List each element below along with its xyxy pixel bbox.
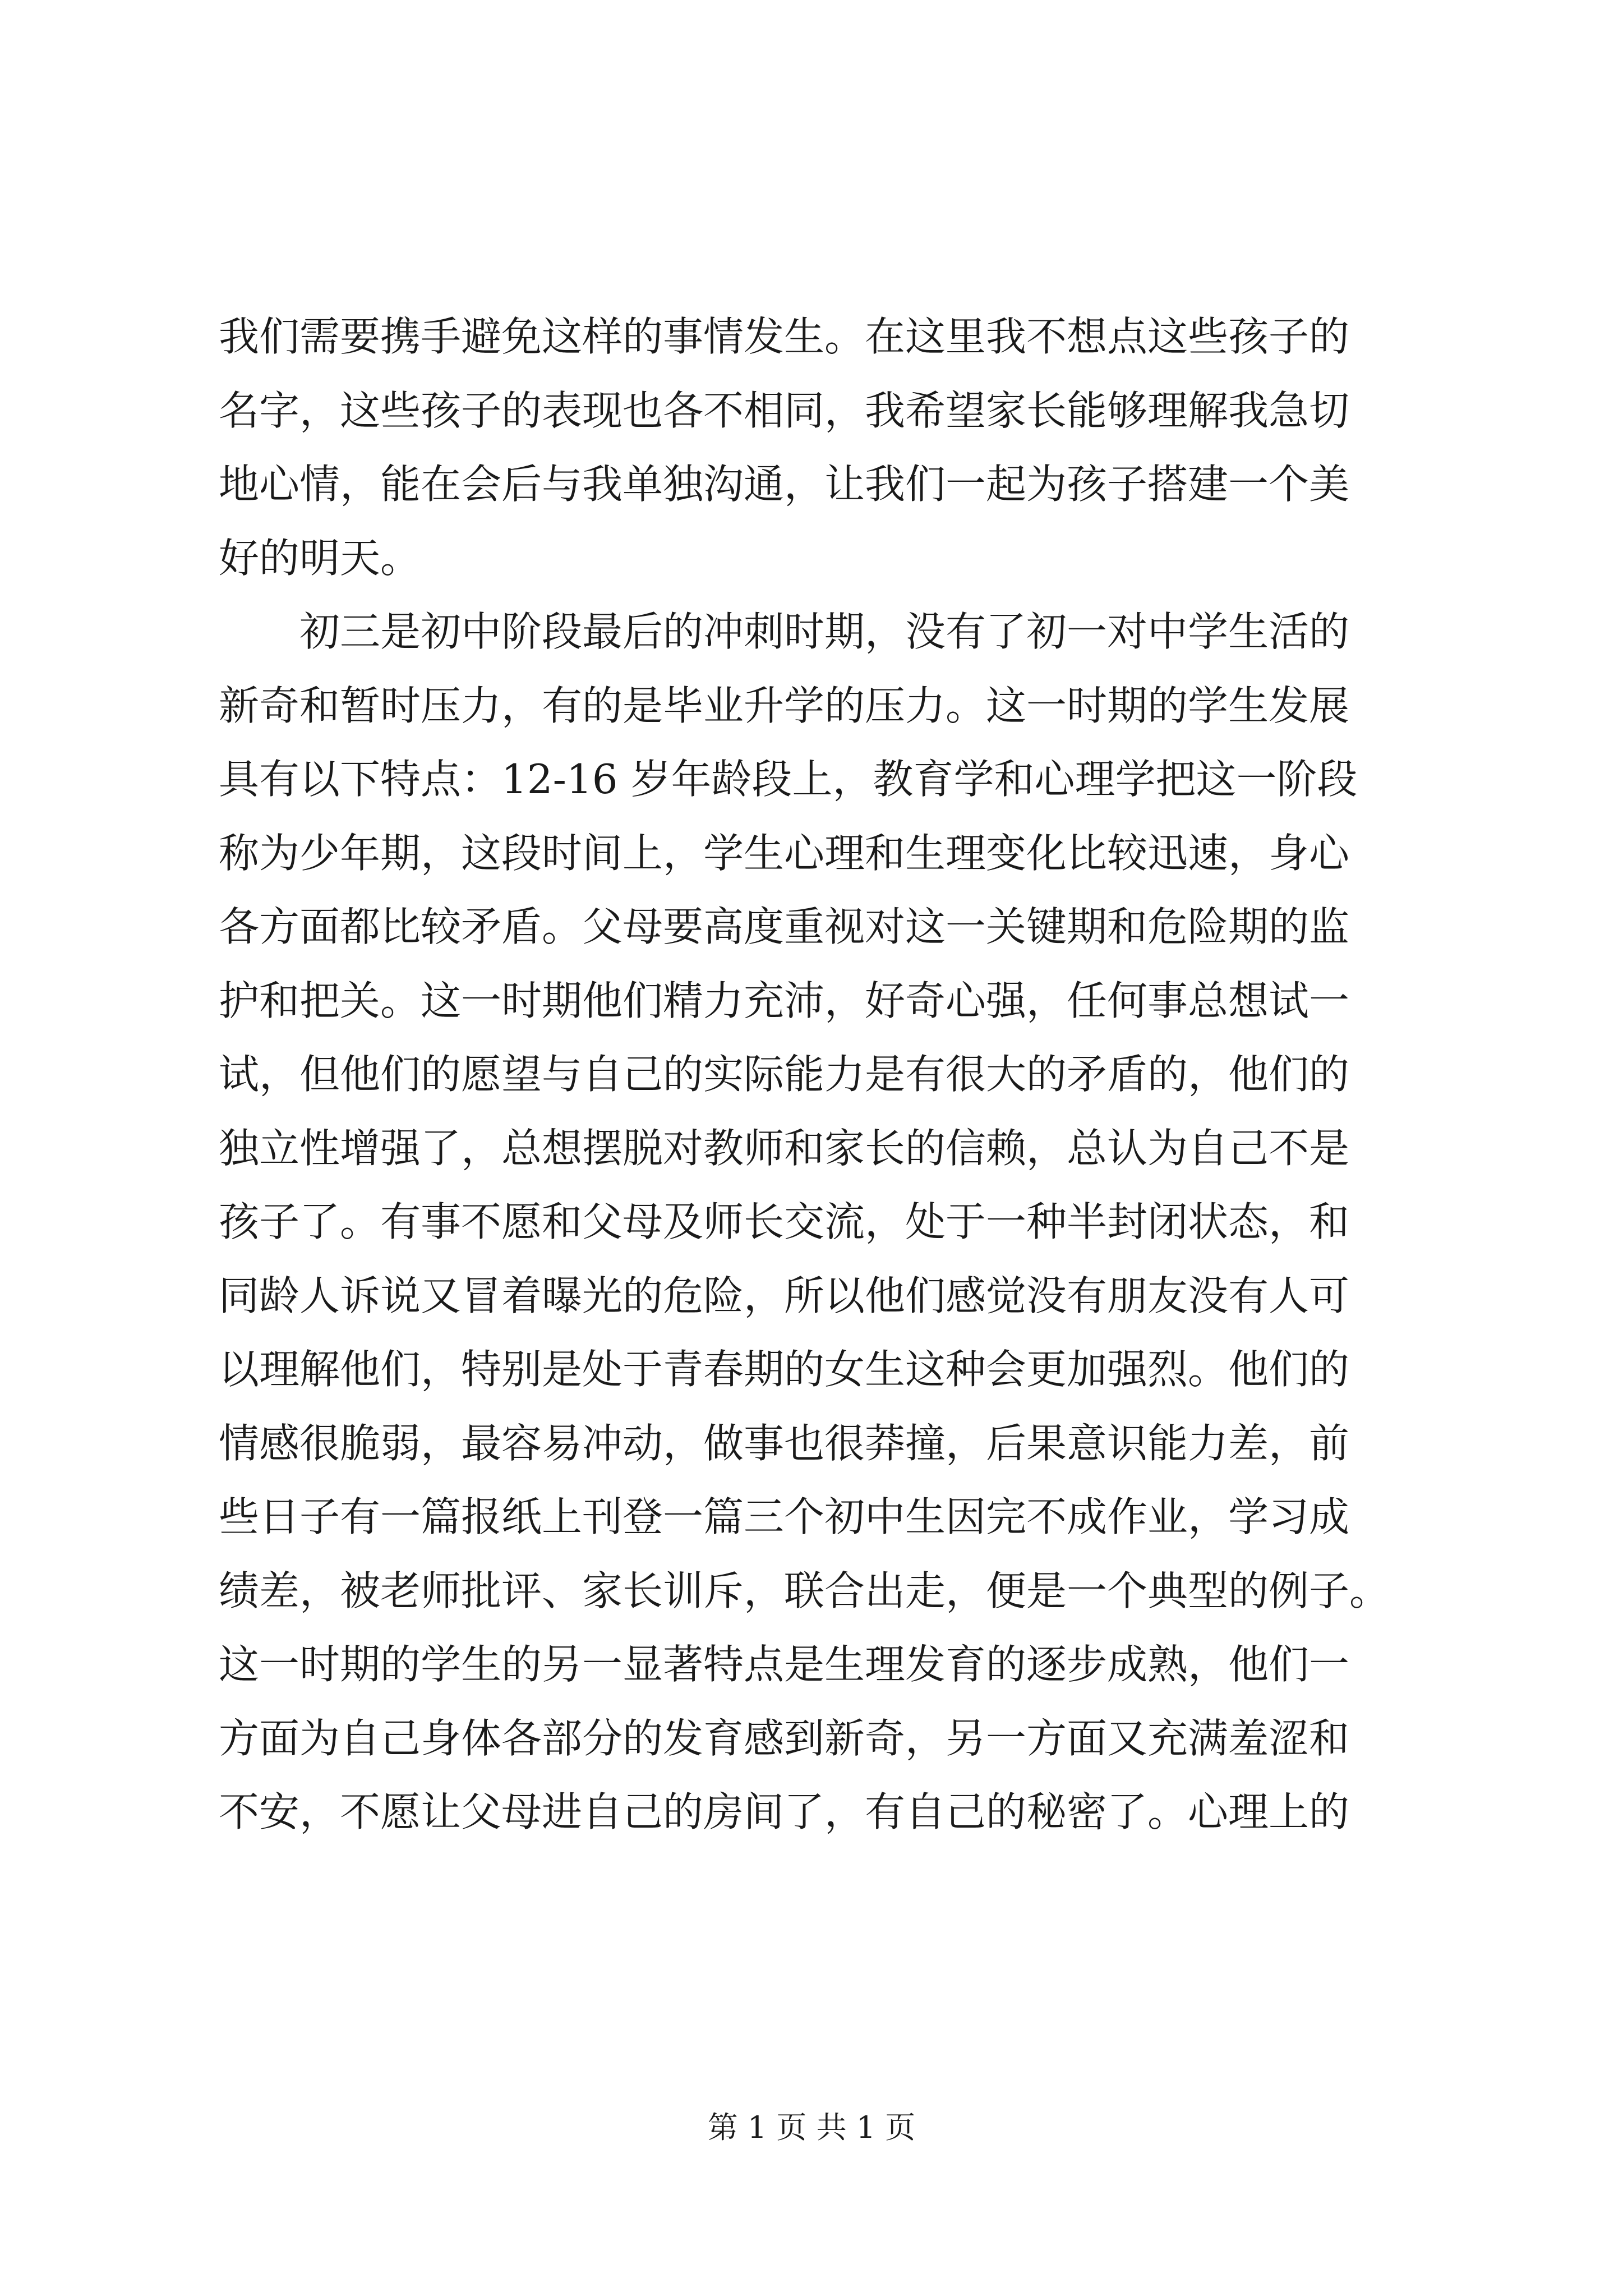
- text-line: 情感很脆弱，最容易冲动，做事也很莽撞，后果意识能力差，前: [219, 1419, 1350, 1467]
- page-number-label: 第 1 页 共 1 页: [707, 2110, 916, 2145]
- text-line: 新奇和暂时压力，有的是毕业升学的压力。这一时期的学生发展: [219, 682, 1350, 729]
- text-line: 同龄人诉说又冒着曝光的危险，所以他们感觉没有朋友没有人可: [219, 1272, 1350, 1319]
- text-line: 绩差，被老师批评、家长训斥，联合出走，便是一个典型的例子。: [219, 1567, 1390, 1614]
- text-line: 名字，这些孩子的表现也各不相同，我希望家长能够理解我急切: [219, 386, 1350, 434]
- text-line: 这一时期的学生的另一显著特点是生理发育的逐步成熟，他们一: [219, 1641, 1350, 1688]
- text-line: 地心情，能在会后与我单独沟通，让我们一起为孩子搭建一个美: [219, 461, 1350, 508]
- text-line: 初三是初中阶段最后的冲刺时期，没有了初一对中学生活的: [299, 608, 1350, 655]
- text-line: 试，但他们的愿望与自己的实际能力是有很大的矛盾的，他们的: [219, 1051, 1350, 1098]
- text-line: 好的明天。: [219, 534, 421, 582]
- text-line: 各方面都比较矛盾。父母要高度重视对这一关键期和危险期的监: [219, 903, 1350, 950]
- text-line: 不安，不愿让父母进自己的房间了，有自己的秘密了。心理上的: [219, 1788, 1350, 1835]
- page-footer: [0, 2108, 1623, 2147]
- text-line: 护和把关。这一时期他们精力充沛，好奇心强，任何事总想试一: [219, 977, 1350, 1024]
- text-line: 我们需要携手避免这样的事情发生。在这里我不想点这些孩子的: [219, 313, 1350, 360]
- text-line: 具有以下特点：12-16 岁年龄段上，教育学和心理学把这一阶段: [219, 756, 1358, 803]
- text-line: 方面为自己身体各部分的发育感到新奇，另一方面又充满羞涩和: [219, 1714, 1350, 1762]
- text-line: 些日子有一篇报纸上刊登一篇三个初中生因完不成作业，学习成: [219, 1493, 1350, 1540]
- text-line: 孩子了。有事不愿和父母及师长交流，处于一种半封闭状态，和: [219, 1198, 1350, 1245]
- body-text: [219, 300, 1413, 1849]
- text-line: 称为少年期，这段时间上，学生心理和生理变化比较迅速，身心: [219, 829, 1350, 877]
- text-line: 以理解他们，特别是处于青春期的女生这种会更加强烈。他们的: [219, 1346, 1350, 1393]
- text-line: 独立性增强了，总想摆脱对教师和家长的信赖，总认为自己不是: [219, 1124, 1350, 1172]
